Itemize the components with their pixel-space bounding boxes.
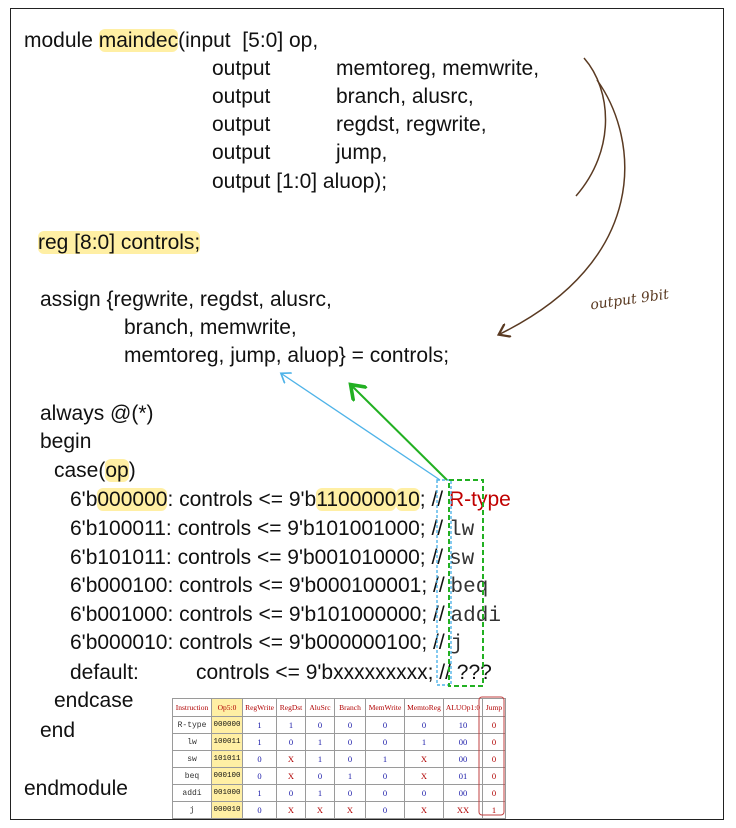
green-dashed-box xyxy=(449,480,483,686)
case-item: 6'b000010: controls <= 9'b000000100; // j xyxy=(70,631,464,656)
port-line: output jump, xyxy=(212,141,388,164)
module-name: maindec xyxy=(98,29,179,52)
case-line: case(op) xyxy=(54,459,136,482)
reg-declaration: reg [8:0] controls; xyxy=(38,231,201,254)
table-row: lw 100011 1 0 1 0 0 1 00 0 xyxy=(173,734,506,751)
assign-line: branch, memwrite, xyxy=(124,316,297,339)
assign-line: memtoreg, jump, aluop} = controls; xyxy=(124,344,450,367)
table-row: j 000010 0 X X X 0 X XX 1 xyxy=(173,802,506,819)
case-item: 6'b101011: controls <= 9'b001010000; // sw xyxy=(70,546,475,571)
handwritten-annotation: output 9bit xyxy=(589,286,670,314)
always-line: always @(*) xyxy=(40,402,154,425)
blue-arrow xyxy=(282,374,440,480)
assign-line: assign {regwrite, regdst, alusrc, xyxy=(40,288,332,311)
default-case: default: controls <= 9'bxxxxxxxxx; // ??? xyxy=(70,661,492,684)
case-label-rtype: R-type xyxy=(448,488,511,511)
endmodule-line: endmodule xyxy=(24,777,128,800)
jump-column-box xyxy=(479,697,504,815)
table-row: sw 101011 0 X 1 0 1 X 00 0 xyxy=(173,751,506,768)
case-item: 6'b100011: controls <= 9'b101001000; // lw xyxy=(70,517,475,542)
table-row: R-type 000000 1 1 0 0 0 0 10 0 xyxy=(173,717,506,734)
port-line: output memtoreg, memwrite, xyxy=(212,57,540,80)
module-params: (input [5:0] op, xyxy=(178,29,319,52)
endcase-line: endcase xyxy=(54,689,134,712)
case-item: 6'b001000: controls <= 9'b101000000; // addi xyxy=(70,603,501,628)
green-arrow xyxy=(352,386,447,480)
output-bracket xyxy=(576,58,606,196)
table-row: beq 000100 0 X 0 1 0 X 01 0 xyxy=(173,768,506,785)
port-line: output regdst, regwrite, xyxy=(212,113,487,136)
case-item: 6'b000000: controls <= 9'b110000010; // R-type xyxy=(70,488,511,511)
port-line: output branch, alusrc, xyxy=(212,85,474,108)
table-row: addi 001000 1 0 1 0 0 0 00 0 xyxy=(173,785,506,802)
module-keyword: module xyxy=(24,29,99,52)
begin-line: begin xyxy=(40,430,92,453)
end-line: end xyxy=(40,719,76,742)
port-line: output [1:0] aluop); xyxy=(212,170,388,193)
truth-table-header: Instruction Op5:0 RegWrite RegDst AluSrc Branch MemWrite MemtoReg ALUOp1:0 Jump xyxy=(173,699,506,717)
case-item: 6'b000100: controls <= 9'b000100001; // beq xyxy=(70,574,489,599)
